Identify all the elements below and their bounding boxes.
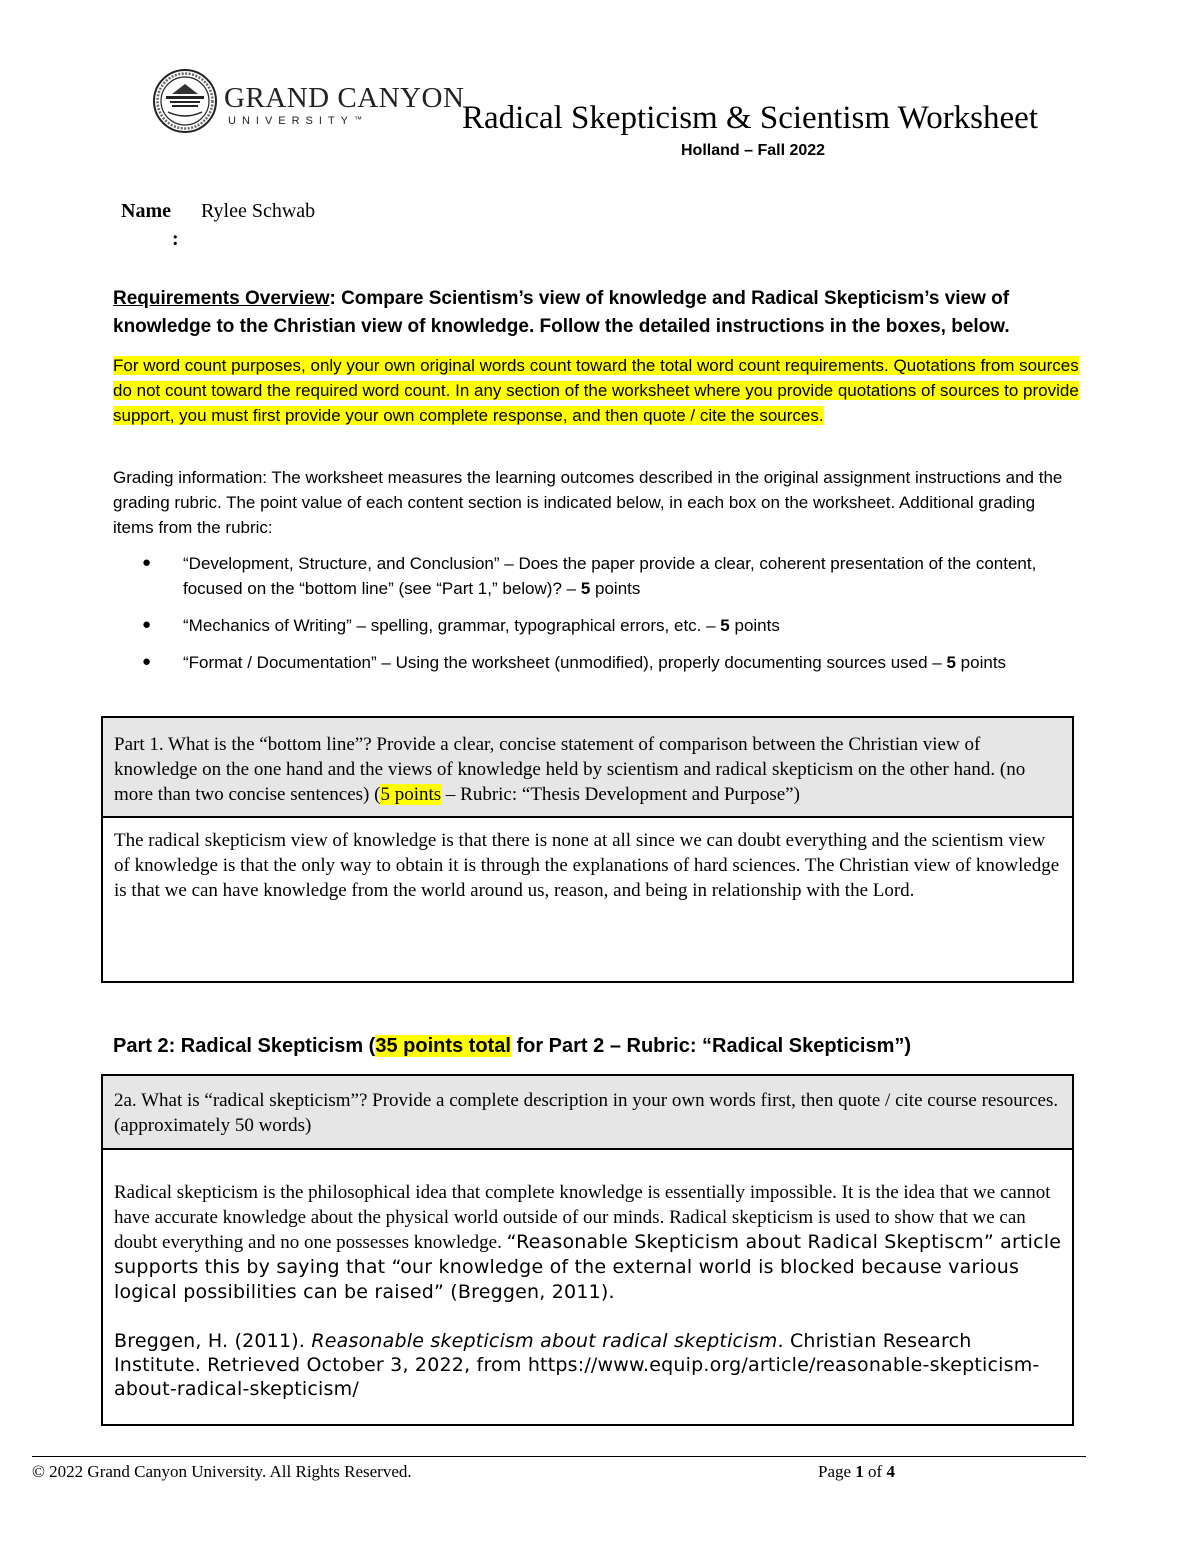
- name-label: Name: [121, 200, 171, 222]
- grading-information: Grading information: The worksheet measures the learning outcomes described in the original assignment instructions and the grading rubric. The point value of each content section is indicated below, in each box on the worksheet. Additional grading items from the rubric:: [113, 468, 1063, 537]
- part2a-reference: Breggen, H. (2011). Reasonable skepticism about radical skepticism. Christian Research Institute. Retrieved October 3, 2022, from https://www.equip.org/article/reasonable-skepticism-about-radical-skepticism/: [114, 1330, 1040, 1400]
- part2a-quote: “Reasonable Skepticism about Radical Skeptiscm” article supports this by saying that “our knowledge of the external world is blocked because various logical possibilities can be raised” (Breggen, 2011).: [114, 1231, 1062, 1303]
- bullet-icon: ●: [142, 616, 152, 633]
- logo-subtext: UNIVERSITY™: [228, 115, 363, 127]
- part2a-box: [101, 1074, 1074, 1426]
- bullet-icon: ●: [142, 554, 152, 571]
- name-colon: :: [172, 228, 179, 250]
- part2a-prompt: 2a. What is “radical skepticism”? Provide a complete description in your own words first, then quote / cite course resources. (approximately 50 words): [103, 1076, 1072, 1150]
- logo-wordmark: GRAND CANYON: [224, 82, 465, 114]
- document-subtitle: Holland – Fall 2022: [681, 142, 826, 159]
- requirements-label: Requirements Overview: [113, 288, 330, 309]
- gcu-logo: [152, 66, 465, 138]
- bullet-icon: ●: [142, 653, 152, 670]
- word-count-rest: In any section of the worksheet where you provide quotations of sources to provide support, you must first provide your own complete response, and then quote / cite the sources.: [113, 381, 1079, 425]
- part2-points: 35 points total: [375, 1035, 511, 1057]
- word-count-highlight: For word count purposes, only your own original words count toward the total word count requirements. Quotations from sources do not count toward the required word count.: [113, 356, 1079, 400]
- word-count-note: [113, 353, 1083, 428]
- part1-box: [101, 716, 1074, 983]
- grading-bullet-1: “Development, Structure, and Conclusion” – Does the paper provide a clear, coherent presentation of the content, focused on the “bottom line” (see “Part 1,” below)? – 5 points: [183, 554, 1037, 598]
- part1-answer[interactable]: The radical skepticism view of knowledge is that there is none at all since we can doubt everything and the scientism view of knowledge is that the only way to obtain it is through the explanations of hard sciences. The Christian view of knowledge is that we can have knowledge from the world around us, reason, and being in relationship with the Lord.: [114, 830, 1060, 901]
- part2-heading: Part 2: Radical Skepticism (35 points total for Part 2 – Rubric: “Radical Skepticism”): [113, 1035, 912, 1057]
- footer-page-number: Page 1 of 4: [818, 1462, 895, 1481]
- document-title: Radical Skepticism & Scientism Worksheet: [462, 100, 1038, 136]
- part1-points: 5 points: [380, 784, 442, 805]
- part2a-answer-text: Radical skepticism is the philosophical idea that complete knowledge is essentially impossible. It is the idea that we cannot have accurate knowledge about the physical world outside of our minds. Radical skepticism is used to show that we can doubt everything and no one possesses knowledge.: [114, 1182, 1051, 1253]
- student-name: Rylee Schwab: [201, 200, 316, 222]
- requirements-text: : Compare Scientism’s view of knowledge and Radical Skepticism’s view of knowledge to the Christian view of knowledge. Follow the detailed instructions in the boxes, below.: [113, 288, 1010, 337]
- university-seal-icon: [152, 66, 218, 136]
- requirements-overview: [113, 285, 1073, 341]
- grading-bullet-3: “Format / Documentation” – Using the worksheet (unmodified), properly documenting sources used – 5 points: [183, 653, 1007, 672]
- footer-divider: [32, 1456, 1086, 1457]
- footer-copyright: © 2022 Grand Canyon University. All Rights Reserved.: [32, 1462, 412, 1481]
- part2a-answer[interactable]: [103, 1150, 1072, 1407]
- part1-prompt: Part 1. What is the “bottom line”? Provide a clear, concise statement of comparison between the Christian view of knowledge on the one hand and the views of knowledge held by scientism and radical skepticism on the other hand. (no more than two concise sentences) (5 points – Rubric: “Thesis Development and Purpose”): [103, 718, 1072, 818]
- grading-bullet-2: “Mechanics of Writing” – spelling, grammar, typographical errors, etc. – 5 points: [183, 616, 780, 635]
